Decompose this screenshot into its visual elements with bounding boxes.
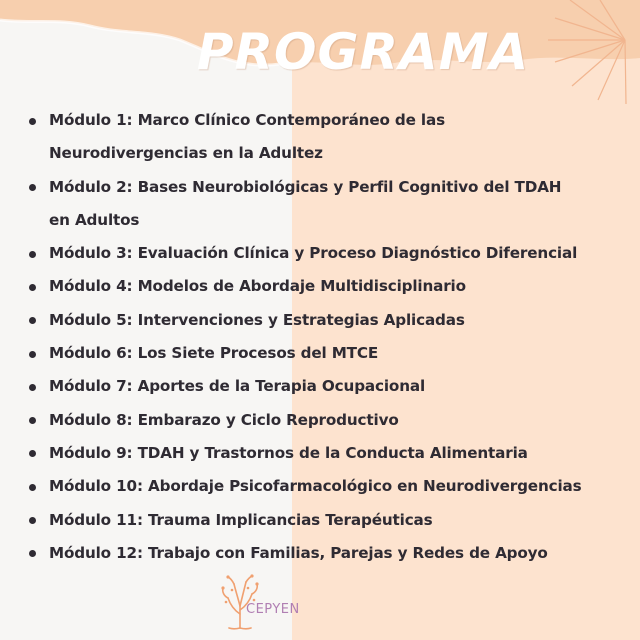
module-text: Módulo 11: Trauma Implicancias Terapéuticas: [49, 510, 433, 529]
bullet-icon: [29, 484, 36, 491]
module-item-1: [26, 104, 626, 171]
bullet-icon: [29, 384, 36, 391]
module-item-12: [26, 537, 626, 570]
bullet-icon: [29, 118, 36, 125]
bullet-icon: [29, 517, 36, 524]
module-text: Módulo 10: Abordaje Psicofarmacológico en Neurodivergencias: [49, 477, 582, 496]
bullet-icon: [29, 351, 36, 358]
module-item-9: [26, 437, 626, 470]
bullet-icon: [29, 417, 36, 424]
module-text: Módulo 12: Trabajo con Familias, Parejas y Redes de Apoyo: [49, 543, 548, 562]
module-text: Módulo 5: Intervenciones y Estrategias Aplicadas: [49, 310, 465, 329]
bullet-icon: [29, 550, 36, 557]
bullet-icon: [29, 284, 36, 291]
module-text: Módulo 6: Los Siete Procesos del MTCE: [49, 344, 379, 363]
module-list: [26, 104, 626, 570]
module-item-11: [26, 504, 626, 537]
module-item-2: [26, 171, 626, 238]
page-title: PROGRAMA: [196, 23, 530, 81]
bullet-icon: [29, 184, 36, 191]
module-item-10: [26, 470, 626, 503]
module-text: Módulo 1: Marco Clínico Contemporáneo de las: [49, 111, 445, 129]
module-item-7: [26, 370, 626, 403]
bullet-icon: [29, 450, 36, 457]
module-text-continued: en Adultos: [49, 210, 140, 229]
module-item-3: [26, 237, 626, 270]
module-text: Módulo 9: TDAH y Trastornos de la Conducta Alimentaria: [49, 443, 528, 462]
bullet-icon: [29, 317, 36, 324]
module-item-8: [26, 404, 626, 437]
module-text: Módulo 8: Embarazo y Ciclo Reproductivo: [49, 410, 399, 429]
module-text: Módulo 4: Modelos de Abordaje Multidisciplinario: [49, 277, 466, 296]
module-text-continued: Neurodivergencias en la Adultez: [49, 144, 323, 163]
logo-text: CEPYEN: [246, 602, 300, 617]
module-item-5: [26, 304, 626, 337]
module-text: Módulo 3: Evaluación Clínica y Proceso Diagnóstico Diferencial: [49, 244, 578, 263]
module-item-6: [26, 337, 626, 370]
cepyen-logo: [220, 574, 320, 634]
module-item-4: [26, 270, 626, 303]
bullet-icon: [29, 251, 36, 258]
module-text: Módulo 2: Bases Neurobiológicas y Perfil Cognitivo del TDAH: [49, 177, 562, 196]
module-text: Módulo 7: Aportes de la Terapia Ocupacional: [49, 377, 426, 396]
